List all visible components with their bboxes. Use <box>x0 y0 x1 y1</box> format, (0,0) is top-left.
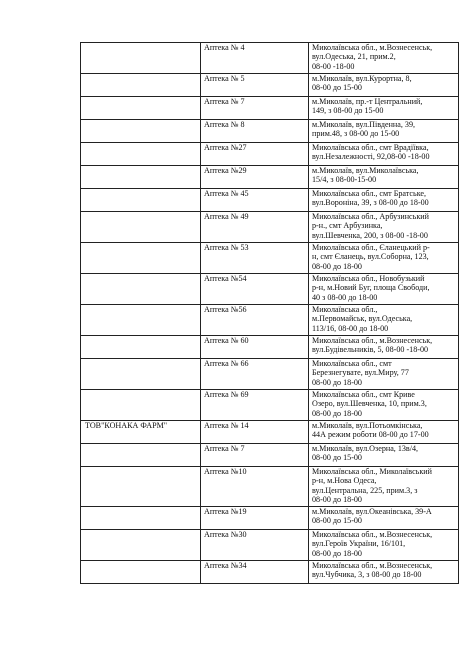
pharmacy-name-cell: Аптека № 69 <box>201 390 309 421</box>
table-row <box>81 143 459 166</box>
pharmacy-name-cell: Аптека № 66 <box>201 359 309 390</box>
table-row <box>81 530 459 561</box>
address-cell: Миколаївська обл., Єланецький р- н, смт Єланець, вул.Соборна, 123, 08-00 до 18-00 <box>309 243 459 274</box>
table-row <box>81 359 459 390</box>
company-cell <box>81 336 201 359</box>
company-cell <box>81 561 201 584</box>
address-cell: м.Миколаїв, вул.Океанівська, 39-А 08-00 до 15-00 <box>309 507 459 530</box>
table-row <box>81 74 459 97</box>
pharmacy-name-cell: Аптека №10 <box>201 467 309 507</box>
pharmacy-name-cell: Аптека № 14 <box>201 421 309 444</box>
address-cell: м.Миколаїв, вул.Озерна, 13в/4, 08-00 до 15-00 <box>309 444 459 467</box>
company-cell <box>81 390 201 421</box>
address-cell: Миколаївська обл., м.Вознесенськ, вул.Одеська, 21, прим.2, 08-00 -18-00 <box>309 43 459 74</box>
table-row <box>81 561 459 584</box>
pharmacy-name-cell: Аптека №19 <box>201 507 309 530</box>
table-row <box>81 507 459 530</box>
address-cell: Миколаївська обл., Миколаївський р-н, м.Нова Одеса, вул.Центральна, 225, прим.3, з 08-00 до 18-00 <box>309 467 459 507</box>
pharmacy-name-cell: Аптека №34 <box>201 561 309 584</box>
address-cell: м.Миколаїв, пр.-т Центральний, 149, з 08-00 до 15-00 <box>309 97 459 120</box>
pharmacy-name-cell: Аптека №56 <box>201 305 309 336</box>
address-cell: м.Миколаїв, вул.Курортна, 8, 08-00 до 15-00 <box>309 74 459 97</box>
company-cell <box>81 189 201 212</box>
pharmacy-table <box>80 42 459 584</box>
company-cell <box>81 507 201 530</box>
address-cell: Миколаївська обл., смт Врадіївка, вул.Незалежності, 92,08-00 -18-00 <box>309 143 459 166</box>
address-cell: Миколаївська обл., м.Вознесенськ, вул.Будівельників, 5, 08-00 -18-00 <box>309 336 459 359</box>
table-row <box>81 336 459 359</box>
table-row <box>81 421 459 444</box>
company-cell <box>81 143 201 166</box>
address-cell: м.Миколаїв, вул.Південна, 39, прим.48, з 08-00 до 15-00 <box>309 120 459 143</box>
company-cell <box>81 530 201 561</box>
table-row <box>81 120 459 143</box>
table-row <box>81 43 459 74</box>
table-row <box>81 97 459 120</box>
table-row <box>81 274 459 305</box>
pharmacy-name-cell: Аптека № 8 <box>201 120 309 143</box>
address-cell: Миколаївська обл., смт Братське, вул.Вороніна, 39, з 08-00 до 18-00 <box>309 189 459 212</box>
table-row <box>81 467 459 507</box>
address-cell: Миколаївська обл., м.Вознесенськ, вул.Героїв України, 16/101, 08-00 до 18-00 <box>309 530 459 561</box>
pharmacy-name-cell: Аптека № 53 <box>201 243 309 274</box>
table-row <box>81 212 459 243</box>
pharmacy-name-cell: Аптека №29 <box>201 166 309 189</box>
pharmacy-name-cell: Аптека № 7 <box>201 444 309 467</box>
pharmacy-name-cell: Аптека № 5 <box>201 74 309 97</box>
table-row <box>81 390 459 421</box>
table-row <box>81 305 459 336</box>
pharmacy-name-cell: Аптека № 4 <box>201 43 309 74</box>
company-cell <box>81 305 201 336</box>
address-cell: Миколаївська обл., м.Вознесенськ, вул.Чубчика, 3, з 08-00 до 18-00 <box>309 561 459 584</box>
pharmacy-name-cell: Аптека № 60 <box>201 336 309 359</box>
company-cell <box>81 166 201 189</box>
table-row <box>81 166 459 189</box>
table-row <box>81 189 459 212</box>
address-cell: м.Миколаїв, вул.Миколаївська, 15/4, з 08-00-15-00 <box>309 166 459 189</box>
company-cell <box>81 120 201 143</box>
table-row <box>81 444 459 467</box>
pharmacy-name-cell: Аптека №54 <box>201 274 309 305</box>
pharmacy-name-cell: Аптека № 45 <box>201 189 309 212</box>
address-cell: м.Миколаїв, вул.Потьомкінська, 44А режим роботи 08-00 до 17-00 <box>309 421 459 444</box>
company-cell <box>81 359 201 390</box>
pharmacy-table-body <box>81 43 459 584</box>
pharmacy-name-cell: Аптека №30 <box>201 530 309 561</box>
pharmacy-name-cell: Аптека № 49 <box>201 212 309 243</box>
address-cell: Миколаївська обл., Арбузинський р-н., смт Арбузинка, вул.Шевченка, 200, з 08-00 -18-00 <box>309 212 459 243</box>
company-cell <box>81 444 201 467</box>
table-row <box>81 243 459 274</box>
company-cell <box>81 97 201 120</box>
company-cell: ТОВ"КОНАКА ФАРМ" <box>81 421 201 444</box>
company-cell <box>81 274 201 305</box>
address-cell: Миколаївська обл., Новобузький р-н, м.Новий Буг, площа Свободи, 40 з 08-00 до 18-00 <box>309 274 459 305</box>
pharmacy-name-cell: Аптека № 7 <box>201 97 309 120</box>
address-cell: Миколаївська обл., смт Криве Озеро, вул.Шевченка, 10, прим.3, 08-00 до 18-00 <box>309 390 459 421</box>
company-cell <box>81 467 201 507</box>
company-cell <box>81 74 201 97</box>
company-cell <box>81 243 201 274</box>
company-cell <box>81 212 201 243</box>
pharmacy-name-cell: Аптека №27 <box>201 143 309 166</box>
company-cell <box>81 43 201 74</box>
address-cell: Миколаївська обл., м.Первомайськ, вул.Одеська, 113/16, 08-00 до 18-00 <box>309 305 459 336</box>
address-cell: Миколаївська обл., смт Березнегувате, вул.Миру, 77 08-00 до 18-00 <box>309 359 459 390</box>
